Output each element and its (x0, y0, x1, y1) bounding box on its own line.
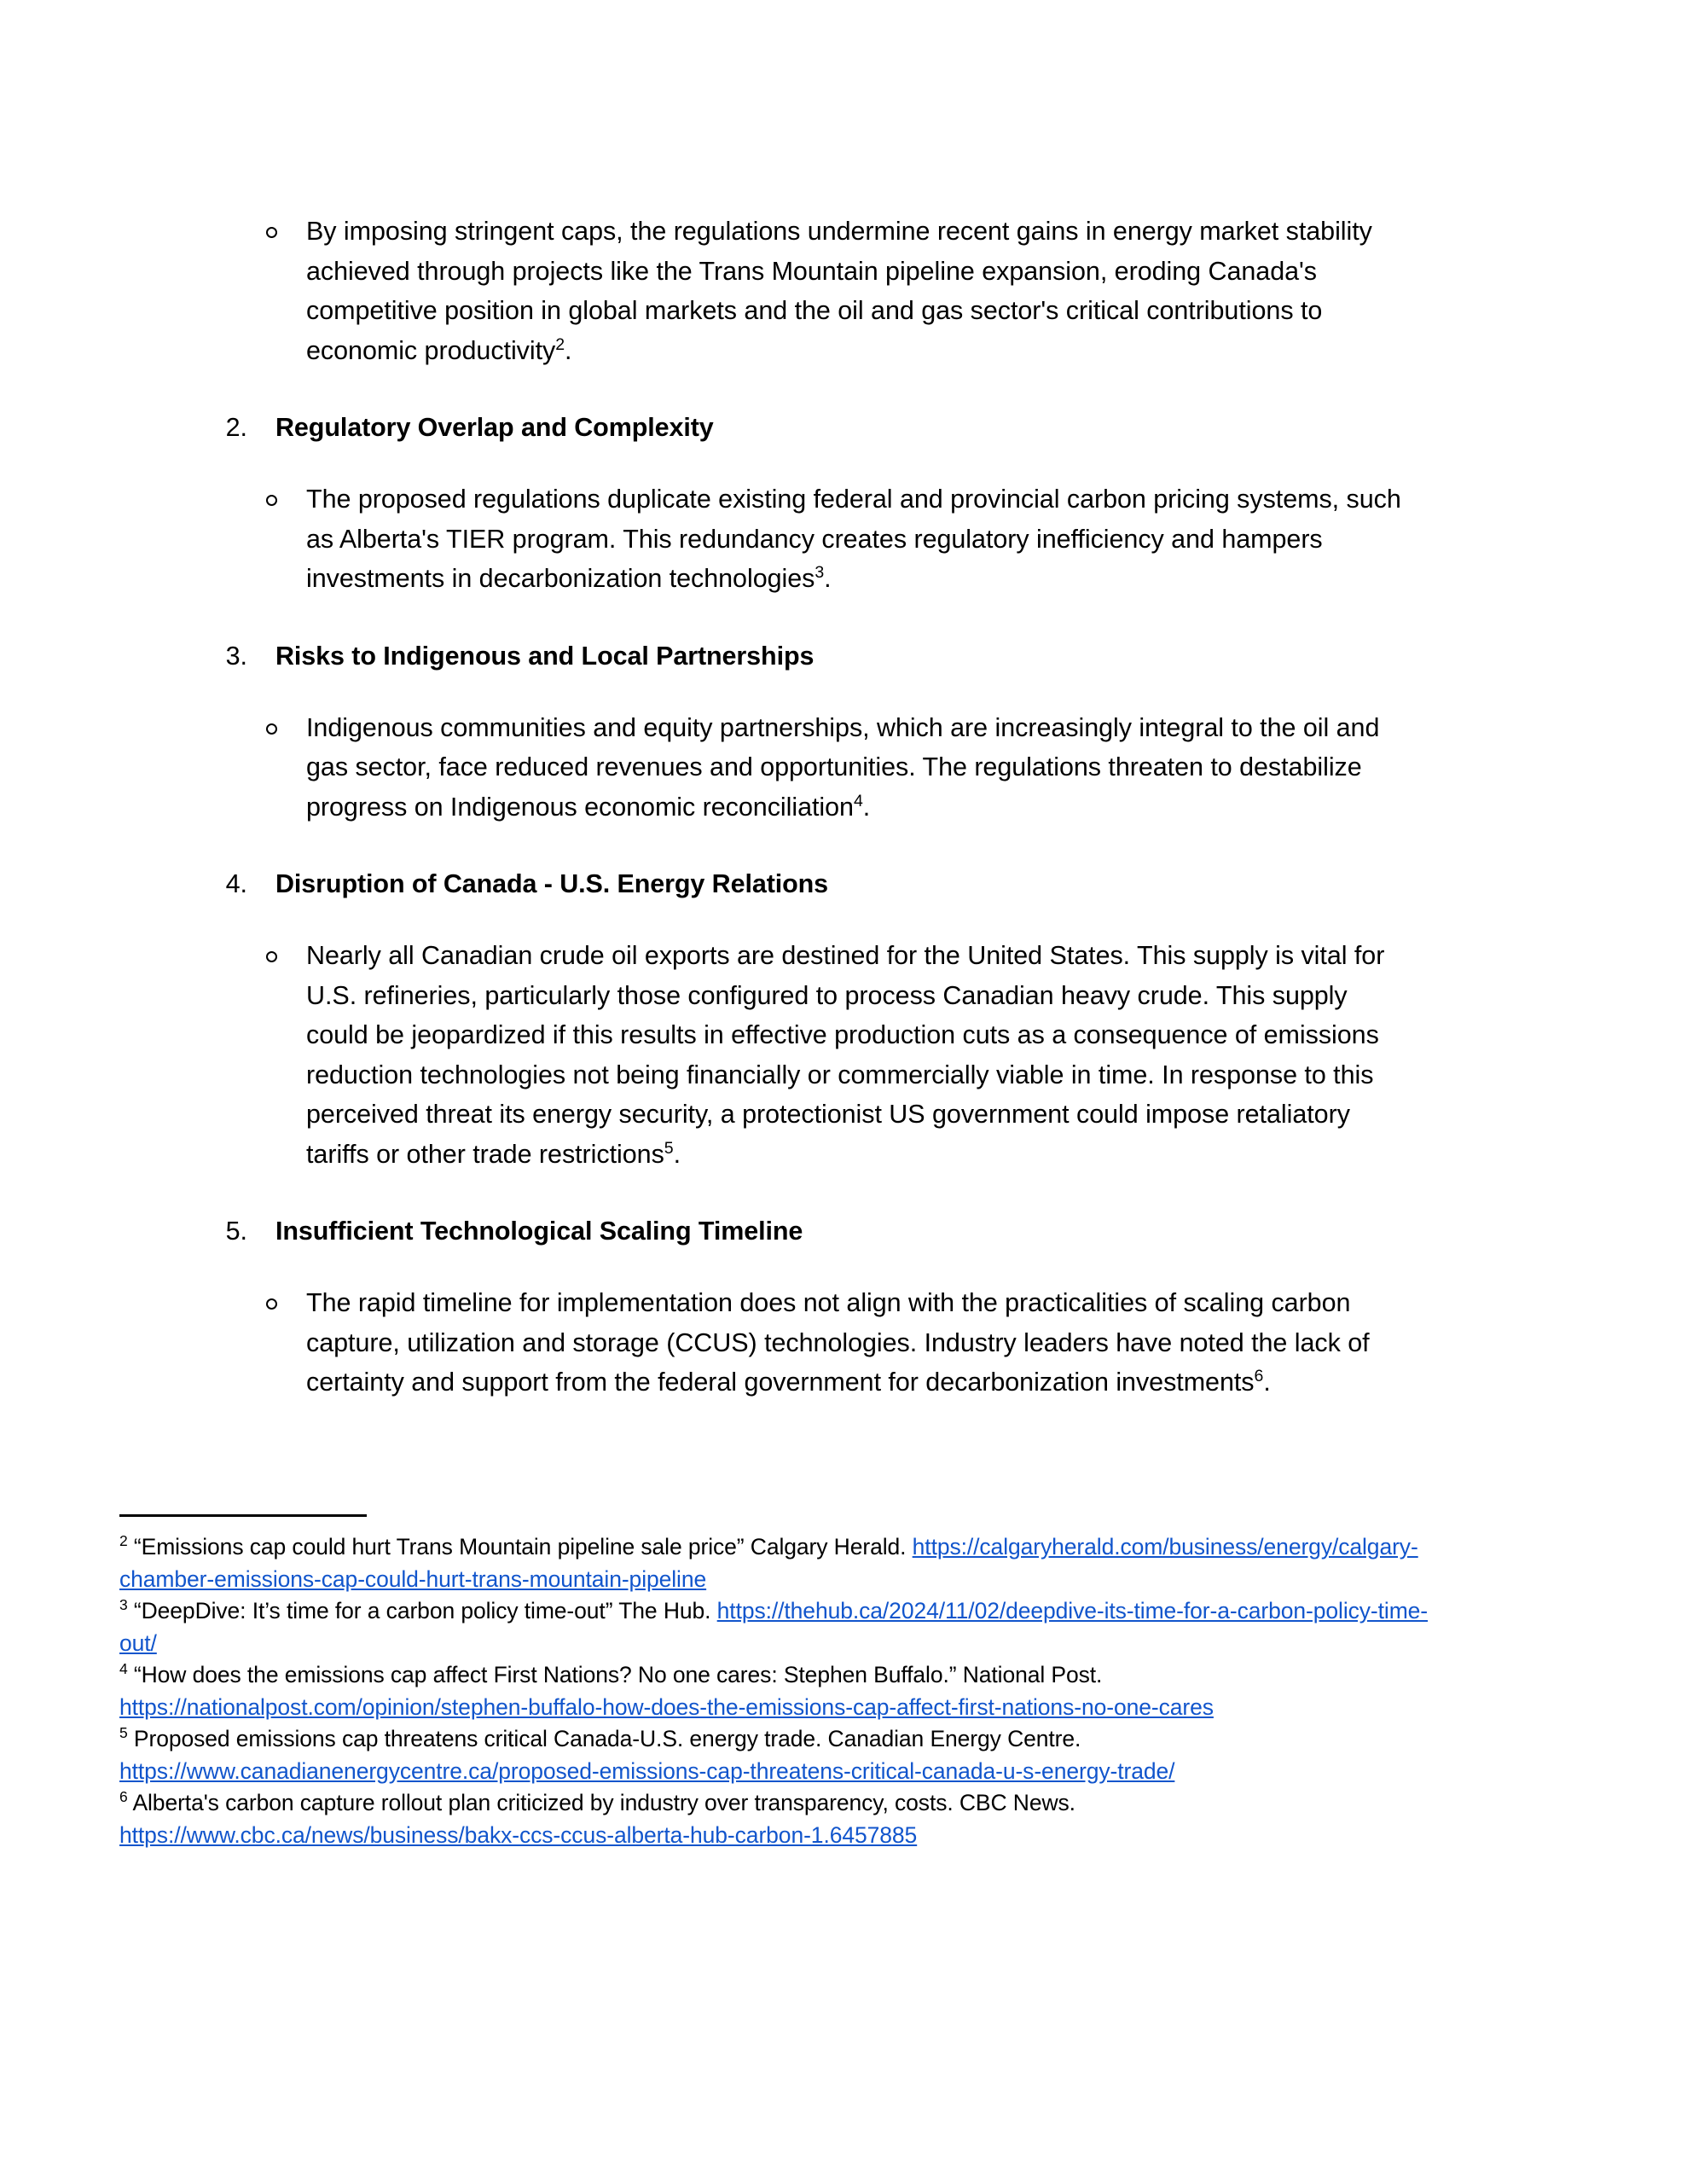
sections-list (194, 212, 1491, 1403)
footnote-source-link[interactable]: https://www.canadianenergycentre.ca/proposed-emissions-cap-threatens-critical-canada-u-s-energy-trade/ (119, 1757, 1175, 1784)
list-number-marker: 3. (225, 641, 247, 671)
footnote-number: 4 (119, 1660, 128, 1678)
bullet-paragraph-text: Indigenous communities and equity partnerships, which are increasingly integral to the oil and gas sector, face reduced revenues and opportunities. The regulations threaten to destabilize progress on Indigenous economic reconciliation$^4$. (306, 712, 1380, 822)
list-number-marker: 2. (225, 413, 247, 442)
footnote-citation-text: Proposed emissions cap threatens critical Canada-U.S. energy trade. Canadian Energy Centre. (133, 1726, 1081, 1751)
sub-bullet-list-item (194, 212, 1491, 370)
list-number-marker: 4. (225, 869, 247, 898)
footnote-reference[interactable]: 4 (853, 791, 863, 810)
section-heading: Disruption of Canada - U.S. Energy Relations (275, 869, 829, 898)
footnote-reference[interactable]: 6 (1254, 1366, 1264, 1385)
circle-icon (266, 227, 277, 238)
footnote-entry (119, 1531, 1450, 1595)
sub-bullet-list-item (194, 1283, 1491, 1403)
bullet-paragraph-text: By imposing stringent caps, the regulations undermine recent gains in energy market stability achieved through projects like the Trans Mountain pipeline expansion, eroding Canada's competitive position in global markets and the oil and gas sector's critical contributions to economic productivity$^2$. (306, 217, 1372, 365)
footnote-reference[interactable]: 2 (555, 334, 565, 354)
footnote-citation-text: Alberta's carbon capture rollout plan criticized by industry over transparency, costs. CBC News. (132, 1790, 1075, 1815)
circle-icon (266, 951, 277, 962)
footnote-number: 6 (119, 1788, 128, 1806)
section-heading: Insufficient Technological Scaling Timeline (275, 1217, 803, 1246)
sub-bullet-list-item (194, 479, 1491, 599)
bullet-circle-icon (260, 936, 282, 962)
sub-bullet-list-item (194, 936, 1491, 1174)
bullet-circle-icon (260, 708, 282, 735)
footnote-source-link[interactable]: https://thehub.ca/2024/11/02/deepdive-its-time-for-a-carbon-policy-time-out/ (119, 1598, 1429, 1656)
sub-bullet-list-item (194, 708, 1491, 828)
footnote-citation-text: “Emissions cap could hurt Trans Mountain pipeline sale price” Calgary Herald. (133, 1534, 907, 1560)
circle-icon (266, 1298, 277, 1310)
footnote-source-link[interactable]: https://calgaryherald.com/business/energy/calgary-chamber-emissions-cap-could-hurt-trans-mountain-pipeline (119, 1534, 1418, 1592)
numbered-list-item (194, 408, 1491, 447)
circle-icon (266, 723, 277, 735)
footnote-number: 5 (119, 1724, 128, 1742)
bullet-circle-icon (260, 212, 282, 238)
section-heading: Regulatory Overlap and Complexity (275, 413, 714, 442)
bullet-paragraph-text: The proposed regulations duplicate existing federal and provincial carbon pricing systems, such as Alberta's TIER program. This redundancy creates regulatory inefficiency and hampers investments in decarbonization technologies$^3$. (306, 485, 1401, 593)
footnote-citation-text: “How does the emissions cap affect First Nations? No one cares: Stephen Buffalo.” National Post. (133, 1662, 1103, 1687)
footnote-source-link[interactable]: https://www.cbc.ca/news/business/bakx-ccs-ccus-alberta-hub-carbon-1.6457885 (119, 1821, 918, 1848)
section-heading: Risks to Indigenous and Local Partnerships (275, 641, 815, 671)
footnote-entry (119, 1659, 1450, 1723)
footnote-source-link[interactable]: https://nationalpost.com/opinion/stephen-buffalo-how-does-the-emissions-cap-affect-first-nations-no-one-cares (119, 1693, 1214, 1720)
bullet-paragraph-text: The rapid timeline for implementation does not align with the practicalities of scaling carbon capture, utilization and storage (CCUS) technologies. Industry leaders have noted the lack of certainty and support from the federal government for decarbonization investments$^6$. (306, 1288, 1370, 1397)
footnote-citation-text: “DeepDive: It’s time for a carbon policy time-out” The Hub. (133, 1598, 711, 1623)
footnote-separator-rule (119, 1514, 367, 1517)
numbered-list-item (194, 864, 1491, 903)
bullet-paragraph-text: Nearly all Canadian crude oil exports are destined for the United States. This supply is vital for U.S. refineries, particularly those configured to process Canadian heavy crude. This supply could be jeopardized if this results in effective production cuts as a consequence of emissions reduction technologies not being financially or commercially viable in time. In response to this perceived threat its energy security, a protectionist US government could impose retaliatory tariffs or other trade restrictions$^5$. (306, 941, 1385, 1169)
footnote-reference[interactable]: 3 (815, 562, 825, 582)
footnote-entry (119, 1723, 1450, 1787)
body-content-region (194, 179, 1491, 1403)
footnotes-region (119, 1514, 1450, 1851)
footnote-number: 2 (119, 1532, 128, 1550)
bullet-circle-icon (260, 479, 282, 506)
circle-icon (266, 495, 277, 506)
footnote-number: 3 (119, 1596, 128, 1614)
footnote-entry (119, 1787, 1450, 1851)
footnotes-list (119, 1531, 1450, 1851)
numbered-list-item (194, 1211, 1491, 1251)
numbered-list-item (194, 636, 1491, 676)
footnote-reference[interactable]: 5 (664, 1138, 674, 1158)
footnote-entry (119, 1595, 1450, 1659)
bullet-circle-icon (260, 1283, 282, 1310)
list-number-marker: 5. (225, 1217, 247, 1246)
